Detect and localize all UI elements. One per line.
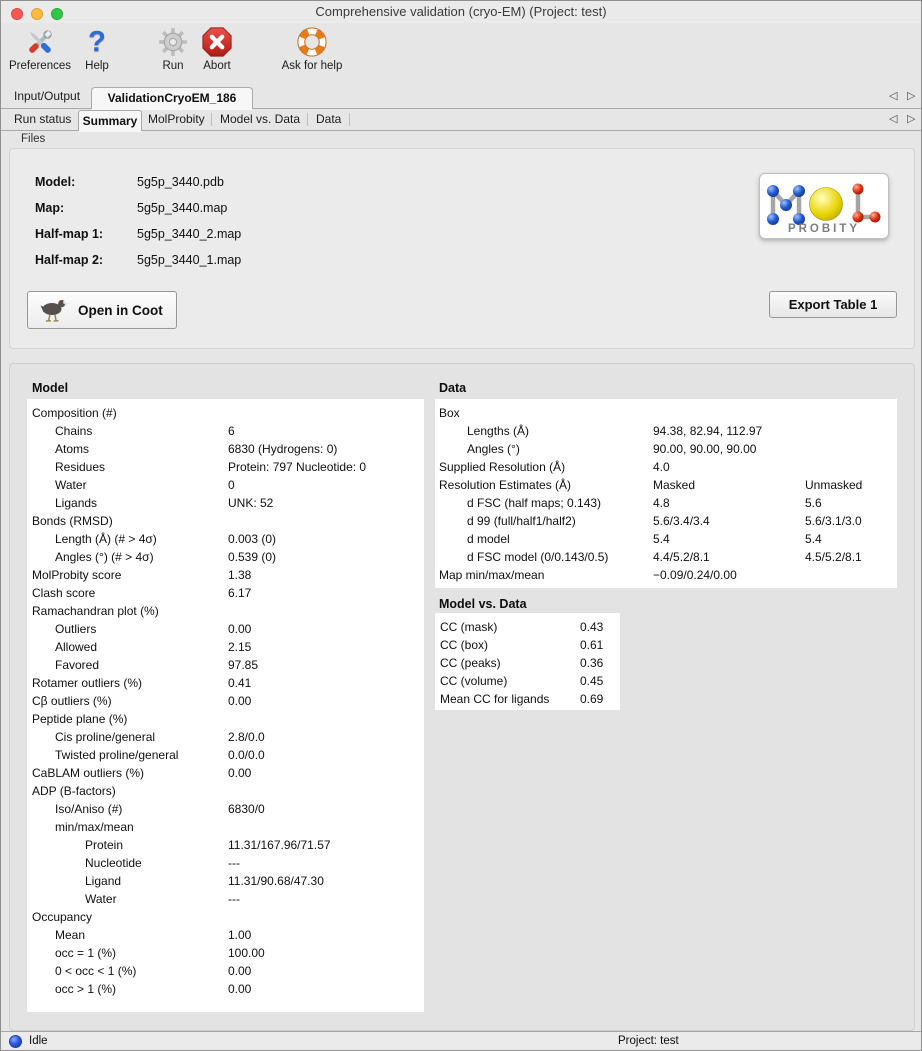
row-label: Ligand <box>85 874 122 888</box>
table-row <box>27 926 424 944</box>
table-row <box>27 962 424 980</box>
row-col1: 5.6/3.4/3.4 <box>653 514 710 528</box>
row-col1: Masked <box>653 478 696 492</box>
row-value: Protein: 797 Nucleotide: 0 <box>228 460 367 474</box>
table-row <box>435 690 620 708</box>
row-label: Atoms <box>55 442 90 456</box>
table-row <box>435 636 620 654</box>
table-row <box>435 512 897 530</box>
coot-bird-icon <box>37 296 71 325</box>
table-row <box>27 674 424 692</box>
table-row <box>27 800 424 818</box>
table-row <box>27 980 424 998</box>
row-label: CaBLAM outliers (%) <box>32 766 145 780</box>
table-row <box>27 638 424 656</box>
table-row <box>27 656 424 674</box>
model-vs-data-table <box>435 613 620 710</box>
gear-icon <box>151 25 195 59</box>
molprobity-caption: PROBITY <box>787 223 861 235</box>
status-project-text: Project: test <box>618 1035 679 1047</box>
row-label: Box <box>439 406 460 420</box>
row-value: 0.00 <box>228 982 252 996</box>
model-vs-data-section-title: Model vs. Data <box>439 597 527 611</box>
tab-separator <box>211 113 212 126</box>
row-value: 5g5p_3440_2.map <box>137 227 242 241</box>
row-value: 100.00 <box>228 946 265 960</box>
open-in-coot-button[interactable] <box>27 291 177 329</box>
row-label: Ramachandran plot (%) <box>32 604 159 618</box>
table-row <box>435 672 620 690</box>
primary-tab-bar <box>1 85 921 109</box>
table-row <box>27 728 424 746</box>
row-col1: 4.0 <box>653 460 670 474</box>
row-label: d 99 (full/half1/half2) <box>467 514 576 528</box>
open-in-coot-label: Open in Coot <box>78 302 163 318</box>
status-orb-icon <box>9 1035 22 1048</box>
row-label: Water <box>85 892 117 906</box>
table-row <box>435 548 897 566</box>
row-label: MolProbity score <box>32 568 122 582</box>
table-row <box>435 530 897 548</box>
row-label: min/max/mean <box>55 820 134 834</box>
row-label: Chains <box>55 424 93 438</box>
row-value: 2.8/0.0 <box>228 730 265 744</box>
ask-for-help-label: Ask for help <box>281 60 343 72</box>
row-label: Map: <box>35 201 65 215</box>
export-table-button[interactable] <box>769 291 897 318</box>
row-label: Residues <box>55 460 106 474</box>
table-row <box>27 692 424 710</box>
status-bar <box>1 1031 921 1050</box>
abort-label: Abort <box>203 60 231 72</box>
row-label: Mean CC for ligands <box>440 692 550 706</box>
table-row <box>27 872 424 890</box>
table-row <box>27 854 424 872</box>
help-button[interactable] <box>79 25 115 72</box>
files-group-label: Files <box>21 133 46 145</box>
row-value: 0.00 <box>228 964 252 978</box>
row-label: Half-map 1: <box>35 227 104 241</box>
preferences-label: Preferences <box>8 60 71 72</box>
row-label: Mean <box>55 928 86 942</box>
table-row <box>27 422 424 440</box>
row-label: Twisted proline/general <box>55 748 179 762</box>
window-title: Comprehensive validation (cryo-EM) (Project: test) <box>315 4 607 19</box>
row-value: UNK: 52 <box>228 496 274 510</box>
help-label: Help <box>85 60 109 72</box>
data-table <box>435 399 897 588</box>
row-value: 0.45 <box>580 674 604 688</box>
table-row <box>435 618 620 636</box>
lifebuoy-icon <box>275 25 349 59</box>
row-col1: 5.4 <box>653 532 670 546</box>
tab-separator <box>349 113 350 126</box>
row-value: 0.00 <box>228 694 252 708</box>
run-button[interactable] <box>151 25 195 72</box>
tab-run-status[interactable]: Run status <box>14 112 72 126</box>
row-label: Bonds (RMSD) <box>32 514 113 528</box>
table-row <box>27 548 424 566</box>
row-label: CC (peaks) <box>440 656 501 670</box>
row-label: Resolution Estimates (Å) <box>439 478 572 492</box>
row-value: 0.43 <box>580 620 604 634</box>
summary-panel <box>9 363 915 1031</box>
table-row <box>435 422 897 440</box>
row-label: Supplied Resolution (Å) <box>439 460 566 474</box>
tools-icon <box>1 25 79 59</box>
tab-separator <box>307 113 308 126</box>
row-col1: 4.4/5.2/8.1 <box>653 550 710 564</box>
tab-scroll-left-icon[interactable]: ◁ <box>889 90 898 102</box>
row-value: 11.31/167.96/71.57 <box>228 838 331 852</box>
table-row <box>435 494 897 512</box>
row-label: Occupancy <box>32 910 93 924</box>
stop-icon <box>195 25 239 59</box>
row-value: 1.00 <box>228 928 252 942</box>
tab-summary[interactable]: Summary <box>78 110 142 131</box>
row-value: 0.36 <box>580 656 604 670</box>
table-row <box>27 530 424 548</box>
row-label: CC (volume) <box>440 674 508 688</box>
table-row <box>27 890 424 908</box>
row-label: Rotamer outliers (%) <box>32 676 143 690</box>
run-label: Run <box>162 60 184 72</box>
row-label: Cβ outliers (%) <box>32 694 112 708</box>
row-label: Lengths (Å) <box>467 424 530 438</box>
row-label: Cis proline/general <box>55 730 156 744</box>
row-value: 0.003 (0) <box>228 532 277 546</box>
row-label: Water <box>55 478 87 492</box>
row-col2: 4.5/5.2/8.1 <box>805 550 862 564</box>
row-value: 6 <box>228 424 235 438</box>
ask-for-help-button[interactable] <box>275 25 349 72</box>
table-row <box>27 566 424 584</box>
table-row <box>27 458 424 476</box>
row-value: 5g5p_3440.pdb <box>137 175 224 189</box>
row-value: 5g5p_3440_1.map <box>137 253 242 267</box>
row-label: ADP (B-factors) <box>32 784 116 798</box>
row-label: Outliers <box>55 622 97 636</box>
row-col1: 4.8 <box>653 496 670 510</box>
question-mark-icon: ? <box>88 26 106 58</box>
tab-input-output[interactable]: Input/Output <box>14 89 81 103</box>
table-row <box>435 654 620 672</box>
table-row <box>27 512 424 530</box>
tab-scroll-right-icon[interactable]: ▷ <box>907 90 916 102</box>
table-row <box>27 782 424 800</box>
model-section-title: Model <box>32 381 69 395</box>
table-row <box>27 764 424 782</box>
row-label: Half-map 2: <box>35 253 104 267</box>
export-table-label: Export Table 1 <box>788 297 878 312</box>
row-label: Model: <box>35 175 76 189</box>
table-row <box>435 404 897 422</box>
table-row <box>27 908 424 926</box>
row-value: 0.61 <box>580 638 604 652</box>
table-row <box>27 476 424 494</box>
tab-scroll-left-icon[interactable]: ◁ <box>889 113 898 125</box>
row-value: 0.0/0.0 <box>228 748 265 762</box>
table-row <box>27 710 424 728</box>
table-row <box>435 458 897 476</box>
row-value: 0.00 <box>228 622 252 636</box>
secondary-tab-bar <box>1 109 921 131</box>
row-value: --- <box>228 892 240 906</box>
table-row <box>435 476 897 494</box>
table-row <box>435 566 897 584</box>
table-row <box>27 836 424 854</box>
row-label: Iso/Aniso (#) <box>55 802 123 816</box>
row-col2: 5.6/3.1/3.0 <box>805 514 862 528</box>
table-row <box>10 247 914 273</box>
row-label: Peptide plane (%) <box>32 712 128 726</box>
row-col1: 94.38, 82.94, 112.97 <box>653 424 763 438</box>
tab-scroll-right-icon[interactable]: ▷ <box>907 113 916 125</box>
row-label: CC (mask) <box>440 620 498 634</box>
row-col2: 5.6 <box>805 496 822 510</box>
row-value: --- <box>228 856 240 870</box>
row-col2: Unmasked <box>805 478 863 492</box>
table-row <box>27 584 424 602</box>
table-row <box>27 494 424 512</box>
row-label: CC (box) <box>440 638 489 652</box>
row-col1: −0.09/0.24/0.00 <box>653 568 737 582</box>
row-label: occ > 1 (%) <box>55 982 117 996</box>
tab-model-vs-data[interactable]: Model vs. Data <box>220 112 301 126</box>
row-value: 6830/0 <box>228 802 265 816</box>
title-bar <box>1 1 921 23</box>
table-row <box>27 440 424 458</box>
row-label: Ligands <box>55 496 98 510</box>
table-row <box>27 746 424 764</box>
row-label: Angles (°) (# > 4σ) <box>55 550 154 564</box>
molprobity-logo <box>759 173 889 239</box>
row-label: 0 < occ < 1 (%) <box>55 964 137 978</box>
row-label: Angles (°) <box>467 442 520 456</box>
row-label: d FSC (half maps; 0.143) <box>467 496 602 510</box>
row-value: 6830 (Hydrogens: 0) <box>228 442 338 456</box>
row-label: Clash score <box>32 586 96 600</box>
table-row <box>27 404 424 422</box>
table-row <box>27 818 424 836</box>
row-label: d FSC model (0/0.143/0.5) <box>467 550 609 564</box>
row-label: Length (Å) (# > 4σ) <box>55 532 157 546</box>
row-label: Map min/max/mean <box>439 568 545 582</box>
row-value: 0.41 <box>228 676 252 690</box>
row-col1: 90.00, 90.00, 90.00 <box>653 442 757 456</box>
row-col2: 5.4 <box>805 532 822 546</box>
tab-data[interactable]: Data <box>316 112 342 126</box>
model-table <box>27 399 424 1012</box>
tab-molprobity[interactable]: MolProbity <box>148 112 205 126</box>
abort-button[interactable] <box>195 25 239 72</box>
row-value: 5g5p_3440.map <box>137 201 228 215</box>
row-label: Protein <box>85 838 124 852</box>
row-value: 97.85 <box>228 658 259 672</box>
row-value: 1.38 <box>228 568 252 582</box>
row-value: 2.15 <box>228 640 252 654</box>
table-row <box>27 620 424 638</box>
row-label: occ = 1 (%) <box>55 946 117 960</box>
data-section-title: Data <box>439 381 467 395</box>
table-row <box>435 440 897 458</box>
table-row <box>27 602 424 620</box>
row-label: Nucleotide <box>85 856 142 870</box>
row-label: Allowed <box>55 640 98 654</box>
preferences-button[interactable] <box>1 25 79 72</box>
row-label: d model <box>467 532 510 546</box>
row-value: 0.69 <box>580 692 604 706</box>
row-label: Composition (#) <box>32 406 117 420</box>
status-text: Idle <box>29 1035 48 1047</box>
toolbar <box>1 23 921 83</box>
table-row <box>27 944 424 962</box>
row-value: 0.00 <box>228 766 252 780</box>
row-value: 6.17 <box>228 586 252 600</box>
tab-validationcryoem-186[interactable]: ValidationCryoEM_186 <box>91 87 253 109</box>
row-value: 0.539 (0) <box>228 550 277 564</box>
row-label: Favored <box>55 658 100 672</box>
row-value: 0 <box>228 478 235 492</box>
row-value: 11.31/90.68/47.30 <box>228 874 324 888</box>
